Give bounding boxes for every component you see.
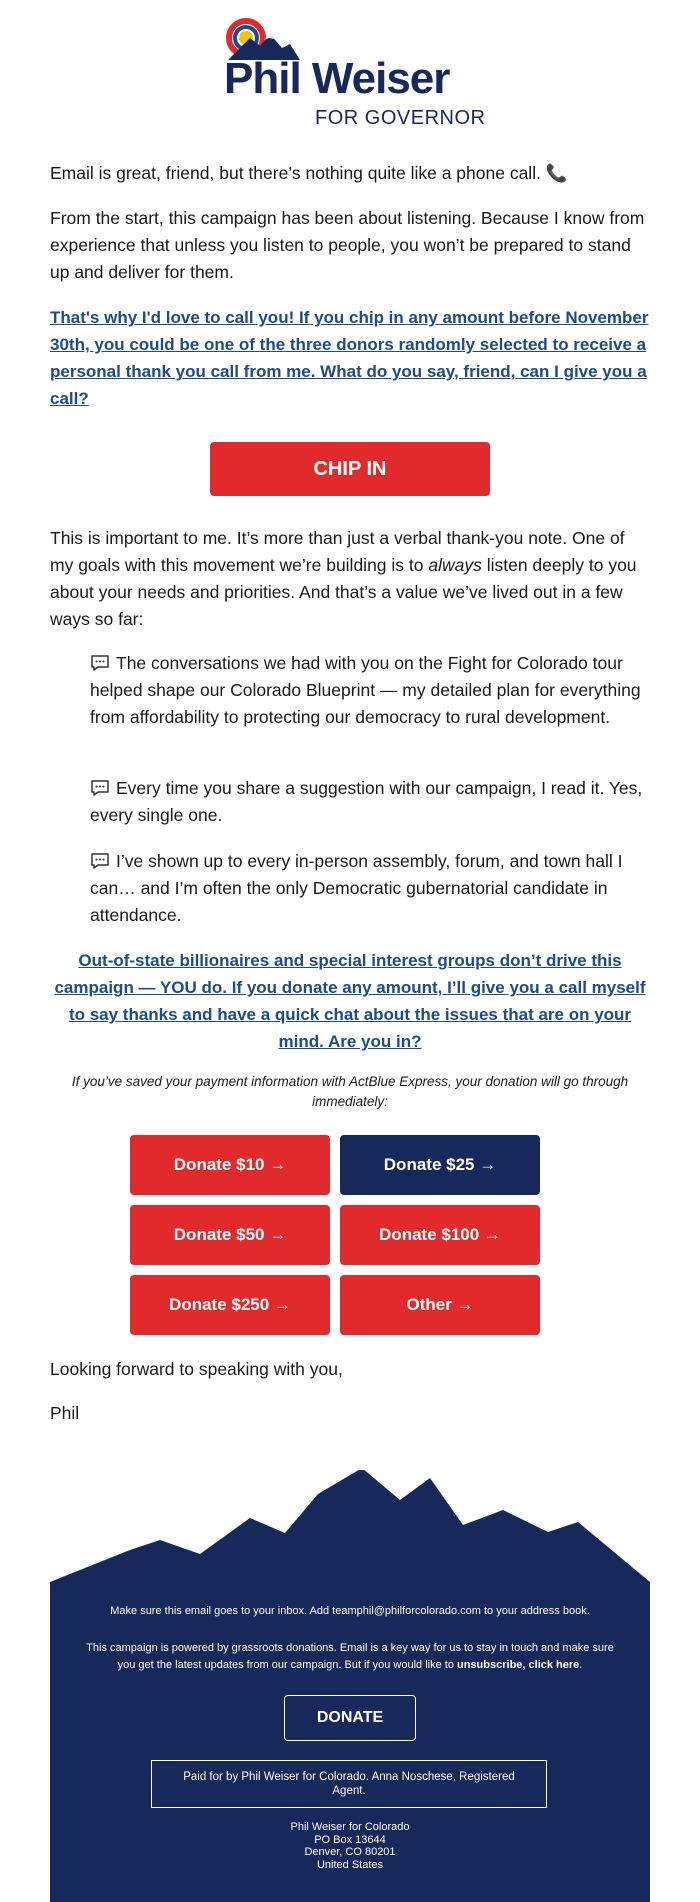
- billionaires-paragraph: [50, 947, 650, 1055]
- intro-paragraph: [50, 160, 650, 187]
- logo-subtitle: FOR GOVERNOR: [315, 107, 486, 129]
- importance-emphasis: always: [428, 555, 482, 575]
- address-line: Denver, CO 80201: [304, 1846, 396, 1858]
- address-line: Phil Weiser for Colorado: [290, 1821, 410, 1833]
- donate-100-button[interactable]: Donate $100 →: [340, 1205, 540, 1265]
- grassroots-text: This campaign is powered by grassroots donations. Email is a key way for us to stay in touch and make sure you get the latest updates from our campaign. But if you would like to: [86, 1642, 614, 1671]
- donate-other-button[interactable]: Other →: [340, 1275, 540, 1335]
- closing-text: Looking forward to speaking with you,: [50, 1359, 343, 1379]
- intro-text: Email is great, friend, but there’s nothing quite like a phone call.: [50, 163, 541, 183]
- signature-line: [50, 1400, 650, 1427]
- speech-bubble-icon: [90, 852, 110, 870]
- mailing-address: [200, 1821, 500, 1871]
- closing-line: [50, 1356, 650, 1383]
- listening-text: From the start, this campaign has been about listening. Because I know from experience that unless you listen to people, you won’t be prepared to stand up and deliver for them.: [50, 208, 645, 282]
- phone-icon: 📞: [545, 163, 568, 183]
- paid-for-text: Paid for by Phil Weiser for Colorado. Anna Noschese, Registered Agent.: [183, 1771, 515, 1797]
- inbox-note: Make sure this email goes to your inbox. Add teamphil@philforcolorado.com to your address book.: [110, 1605, 590, 1617]
- footer-donate-button[interactable]: DONATE: [284, 1695, 416, 1741]
- bullet-text: I’ve shown up to every in-person assembly, forum, and town hall I can… and I’m often the only Democratic gubernatorial candidate in attendance.: [90, 851, 623, 925]
- donate-250-button[interactable]: Donate $250 →: [130, 1275, 330, 1335]
- bullet-text: Every time you share a suggestion with our campaign, I read it. Yes, every single one.: [90, 778, 643, 825]
- call-offer-paragraph: [50, 304, 650, 412]
- logo-name: Phil Weiser: [224, 54, 450, 103]
- unsubscribe-link[interactable]: unsubscribe, click here: [457, 1659, 580, 1671]
- speech-bubble-icon: [90, 779, 110, 797]
- bullet-text: The conversations we had with you on the Fight for Colorado tour helped shape our Colorado Blueprint — my detailed plan for everything from affordability to protecting our democracy to rural development.: [90, 653, 641, 727]
- chip-in-button[interactable]: CHIP IN: [210, 442, 490, 496]
- signature-text: Phil: [50, 1403, 80, 1423]
- importance-paragraph: [50, 525, 650, 633]
- donate-25-button[interactable]: Donate $25 →: [340, 1135, 540, 1195]
- donate-10-button[interactable]: Donate $10 →: [130, 1135, 330, 1195]
- bullet-item: [90, 848, 650, 929]
- billionaires-link[interactable]: Out-of-state billionaires and special interest groups don’t drive this campaign — YOU do. If you donate any amount, I’ll give you a call myself to say thanks and have a quick chat about the issues that are on your mind. Are you in?: [54, 951, 646, 1051]
- address-line: PO Box 13644: [314, 1833, 386, 1846]
- period: .: [579, 1659, 583, 1671]
- listening-paragraph: [50, 205, 650, 286]
- bullet-item: [90, 775, 650, 829]
- donate-50-button[interactable]: Donate $50 →: [130, 1205, 330, 1265]
- campaign-logo: [220, 12, 486, 129]
- actblue-note: If you’ve saved your payment information with ActBlue Express, your donation will go through immediately:: [71, 1074, 629, 1109]
- paid-for-box: [151, 1760, 547, 1808]
- grassroots-note: [80, 1640, 620, 1674]
- importance-text-a: This is important to me. It’s more than just a verbal thank-you note. One of my goals with this movement we’re building is to: [50, 528, 625, 575]
- speech-bubble-icon: [90, 654, 110, 672]
- importance-text-b: listen deeply to you about your needs and priorities. And that’s a value we’ve lived out in a few ways so far:: [50, 555, 637, 629]
- call-offer-link[interactable]: That's why I'd love to call you! If you chip in any amount before November 30th, you could be one of the three donors randomly selected to receive a personal thank you call from me. What do you say, friend, can I give you a call?: [50, 308, 649, 408]
- bullet-item: [90, 650, 650, 731]
- address-line: United States: [316, 1858, 384, 1871]
